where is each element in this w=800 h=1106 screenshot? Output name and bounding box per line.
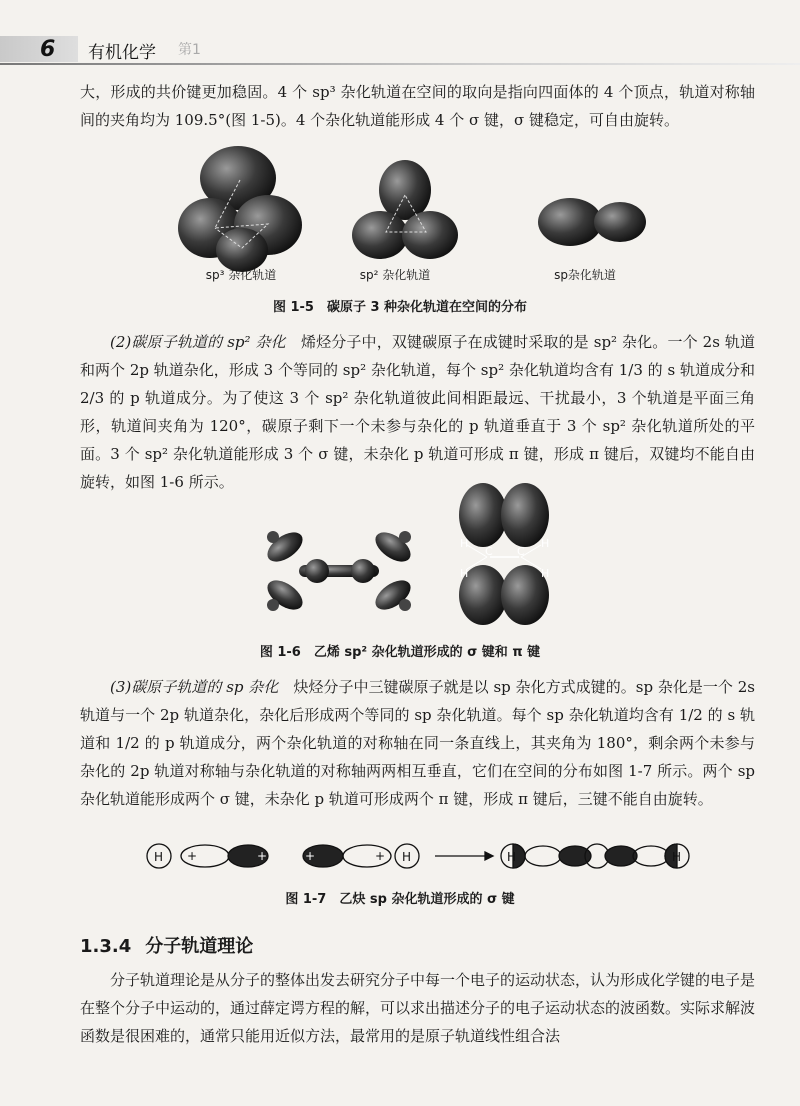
fig-1-7-h2: H: [402, 850, 412, 864]
figure-1-7-caption: 图 1-7 乙炔 sp 杂化轨道形成的 σ 键: [285, 892, 515, 907]
paragraph-3-lead: (3)碳原子轨道的 sp 杂化: [110, 678, 279, 696]
paragraph-2: [80, 328, 755, 496]
fig-1-7-plus-3: +: [305, 849, 316, 863]
ethylene-pi-bond: [459, 483, 549, 625]
paragraph-4: 分子轨道理论是从分子的整体出发去研究分子中每一个电子的运动状态，认为形成化学键的电子是在整个分子中运动的，通过薛定谔方程的解，可以求出描述分子的电子运动状态的波函数。实际求解波函数是很困难的，通常只能用近似方法，最常用的是原子轨道线性组合法: [80, 971, 756, 1045]
section-number: 1.3.4: [80, 936, 132, 957]
atom-label-h4: H: [541, 567, 550, 580]
fig-1-5-label-sp: sp杂化轨道: [554, 268, 616, 282]
atom-label-c2: C: [517, 545, 525, 558]
fig-1-5-label-sp2: sp² 杂化轨道: [359, 268, 431, 282]
page-number-tab: [0, 36, 78, 62]
chapter-mark: 第1: [178, 42, 201, 58]
book-title: 有机化学: [88, 43, 156, 63]
page-header: [0, 22, 800, 68]
fig-1-7-plus-1: +: [187, 849, 198, 863]
ethylene-sigma-framework: [262, 527, 415, 616]
paragraph-3: [80, 673, 755, 813]
paragraph-2-body: 烯烃分子中，双键碳原子在成键时采取的是 sp² 杂化。一个 2s 轨道和两个 2p 轨道杂化，形成 3 个等同的 sp² 杂化轨道，每个 sp² 杂化轨道均含有 1/3 的 s 轨道成分和 2/3 的 p 轨道成分。为了使这 3 个 sp² 杂化轨道彼此间相距最远、干扰最小，3 个轨道是平面三角形，轨道间夹角为 120°，碳原子剩下一个未参与杂化的 p 轨道垂直于 3 个 sp² 杂化轨道所处的平面。3 个 sp² 杂化轨道能形成 3 个 σ 键，未杂化 p 轨道可形成 π 键，形成 π 键后，双键均不能自由旋转，如图 1-6 所示。: [80, 333, 755, 491]
fig-1-5-label-sp3: sp³ 杂化轨道: [205, 268, 277, 282]
fig-1-7-plus-4: +: [375, 849, 386, 863]
figure-1-6-caption: 图 1-6 乙烯 sp² 杂化轨道形成的 σ 键和 π 键: [259, 645, 541, 660]
fig-1-7-h3: H: [507, 850, 517, 864]
section-heading: [80, 932, 267, 958]
paragraph-1: 大，形成的共价键更加稳固。4 个 sp³ 杂化轨道在空间的取向是指向四面体的 4 个顶点，轨道对称轴间的夹角均为 109.5°(图 1-5)。4 个杂化轨道能形成 4 个 σ 键，σ 键稳定，可自由旋转。: [80, 83, 755, 129]
sp3-orbital-shape: [178, 146, 302, 272]
figure-1-6-illustration: [255, 485, 555, 625]
page-number: 6: [40, 37, 56, 62]
figure-1-5-illustration: [150, 140, 650, 280]
paragraph-3-body: 炔烃分子中三键碳原子就是以 sp 杂化方式成键的。sp 杂化是一个 2s 轨道与一个 2p 轨道杂化，杂化后形成两个等同的 sp 杂化轨道。每个 sp 杂化轨道均含有 1/2 的 s 轨道和 1/2 的 p 轨道成分，两个杂化轨道的对称轴在同一条直线上，其夹角为 180°，剩余两个未参与杂化的 2p 轨道对称轴与杂化轨道的对称轴两两相互垂直，它们在空间的分布如图 1-7 所示。两个 sp 杂化轨道能形成两个 σ 键，未杂化 p 轨道可形成两个 π 键，形成 π 键后，三键不能自由旋转。: [80, 678, 755, 808]
figure-1-5-caption: 图 1-5 碳原子 3 种杂化轨道在空间的分布: [272, 300, 528, 315]
atom-label-h1: H: [460, 537, 469, 550]
figure-1-7-illustration: [145, 836, 685, 876]
fig-1-7-h1: H: [154, 850, 164, 864]
atom-label-c1: C: [485, 545, 493, 558]
atom-label-h3: H: [460, 567, 469, 580]
header-rule: [0, 63, 800, 65]
atom-label-h2: H: [541, 537, 550, 550]
fig-1-7-plus-2: +: [257, 849, 268, 863]
sp-orbital-shape: [538, 198, 646, 246]
paragraph-2-lead: (2)碳原子轨道的 sp² 杂化: [110, 333, 286, 351]
fig-1-7-h4: H: [672, 850, 682, 864]
sp2-orbital-shape: [352, 160, 458, 259]
section-title: 分子轨道理论: [145, 936, 254, 957]
